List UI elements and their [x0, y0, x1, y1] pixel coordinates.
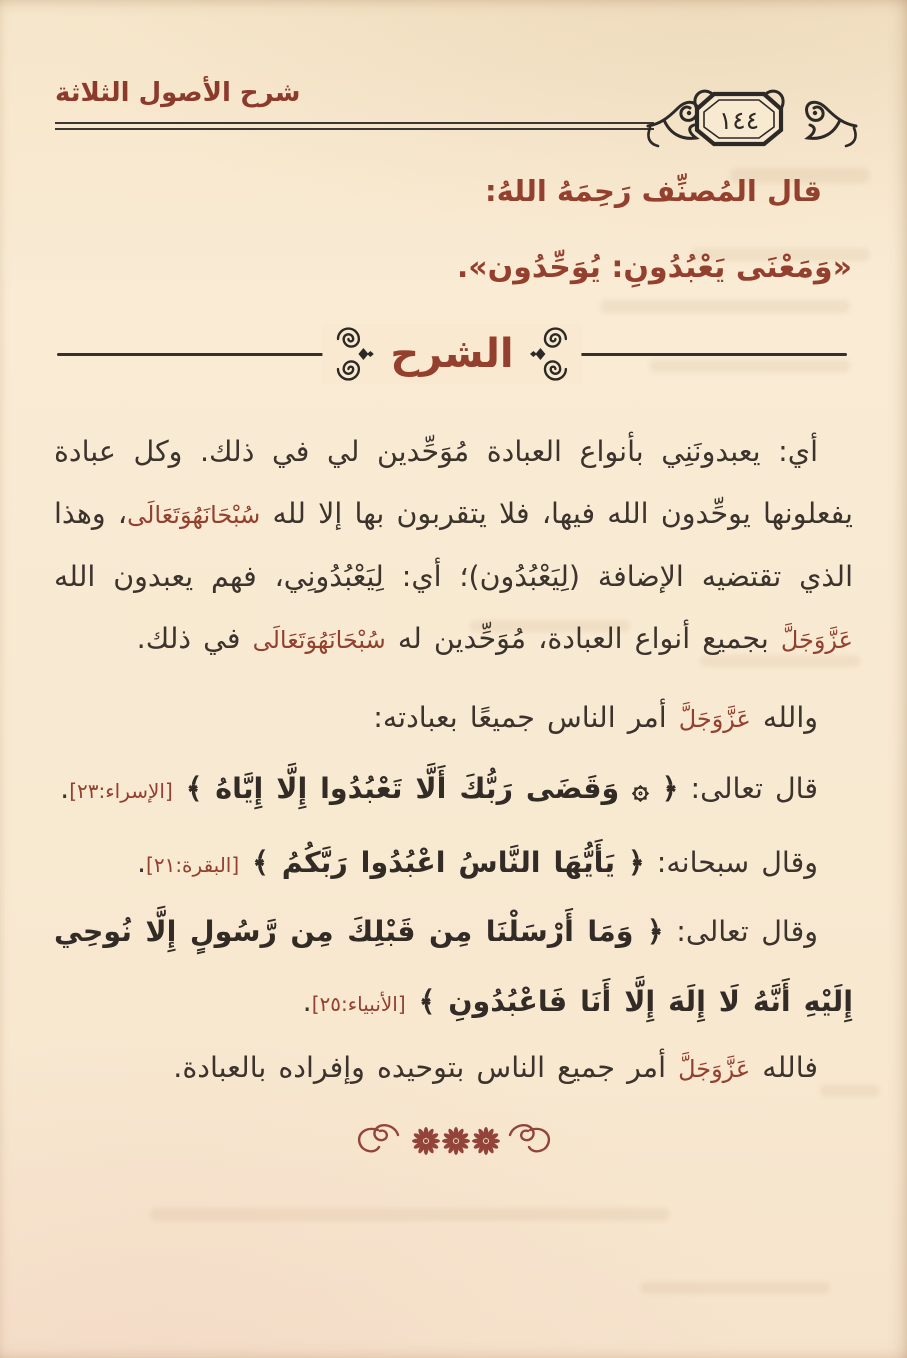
- right-flourish-icon: [807, 102, 856, 146]
- matn-quote-line: «وَمَعْنَى يَعْبُدُونِ: يُوَحِّدُون».: [456, 250, 852, 285]
- page-number-cartouche: [695, 91, 783, 144]
- spiral-ornament-icon: [530, 325, 574, 383]
- sharh-divider: [55, 324, 849, 384]
- quran-verse: ﴿ يَأَيُّهَا النَّاسُ اعْبُدُوا رَبَّكُمُ ﴾: [239, 845, 645, 879]
- verse-reference: [البقرة:٢١]: [146, 852, 240, 877]
- verse-reference: [الإسراء:٢٣]: [69, 778, 173, 803]
- verse-reference: [الأنبياء:٢٥]: [311, 991, 406, 1016]
- body-text: في ذلك.: [136, 621, 253, 655]
- bleedthrough-artifact: [600, 300, 850, 313]
- divider-center: [322, 324, 581, 384]
- end-flourish-ornament: [352, 1118, 556, 1164]
- body-text: .: [136, 845, 147, 879]
- body-text: أمر جميع الناس بتوحيده وإفراده بالعبادة.: [173, 1050, 679, 1084]
- quran-quote-paragraph: [54, 755, 853, 825]
- bleedthrough-artifact: [150, 1208, 670, 1221]
- page-number-ornament: [618, 80, 886, 158]
- body-text: والله: [750, 700, 818, 734]
- page-number: ١٤٤: [718, 106, 760, 135]
- sharh-heading: الشرح: [390, 331, 514, 377]
- body-text: فالله: [750, 1050, 818, 1084]
- spiral-ornament-icon: [330, 325, 374, 383]
- honorific-subhanahu: سُبْحَانَهُوَتَعَالَى: [127, 500, 261, 529]
- quran-verse: ﴿ وَمَا أَرْسَلْنَا مِن قَبْلِكَ مِن رَّسُولٍ إِلَّا نُوحِي إِلَيْهِ أَنَّهُ لَا إِلَهَ إِلَّا أَنَا فَاعْبُدُونِ ﴾: [54, 914, 853, 1018]
- commentary-paragraph: [54, 421, 853, 671]
- rosette-icon: [412, 1127, 440, 1155]
- commentary-paragraph: [54, 687, 853, 750]
- body-text: .: [302, 984, 312, 1018]
- commentary-paragraph: [54, 1037, 853, 1100]
- body-text: وقال تعالى:: [663, 914, 818, 948]
- honorific-azzawajal: عَزَّوَجَلَّ: [780, 625, 853, 654]
- honorific-azzawajal: عَزَّوَجَلَّ: [678, 1054, 751, 1083]
- rosette-icon: [472, 1127, 500, 1155]
- quran-quote-paragraph: [54, 829, 853, 899]
- body-text: قال تعالى:: [678, 771, 818, 805]
- body-text: بجميع أنواع العبادة، مُوَحِّدين له: [385, 621, 781, 655]
- header-rule: [55, 122, 633, 130]
- matn-intro-line: قال المُصنِّف رَحِمَهُ اللهُ:: [484, 174, 822, 208]
- right-curl-icon: [510, 1125, 549, 1151]
- honorific-azzawajal: عَزَّوَجَلَّ: [678, 704, 751, 733]
- body-text: أمر الناس جميعًا بعبادته:: [373, 700, 679, 734]
- quran-quote-paragraph: [54, 897, 853, 1039]
- rosette-icon: [442, 1127, 470, 1155]
- left-curl-icon: [359, 1125, 398, 1151]
- body-text: .: [60, 771, 70, 805]
- body-text: أي: يعبدونَنِي بأنواع العبادة مُوَحِّدين لي في ذلك. وكل عبادة يفعلونها يوحِّدون الله فيها، فلا يتقربون بها إلا لله: [54, 434, 853, 530]
- bleedthrough-artifact: [640, 1282, 830, 1294]
- quran-verse: ﴿ ۞ وَقَضَى رَبُّكَ أَلَّا تَعْبُدُوا إِلَّا إِيَّاهُ ﴾: [172, 771, 679, 805]
- body-text: وقال سبحانه:: [644, 845, 818, 879]
- left-flourish-icon: [648, 102, 697, 146]
- body-text: ، وهذا الذي تقتضيه الإضافة (لِيَعْبُدُون)؛ أي: لِيَعْبُدُونِي، فهم يعبدون الله: [54, 496, 853, 593]
- book-title: شرح الأصول الثلاثة: [55, 78, 301, 108]
- honorific-subhanahu: سُبْحَانَهُوَتَعَالَى: [252, 625, 386, 654]
